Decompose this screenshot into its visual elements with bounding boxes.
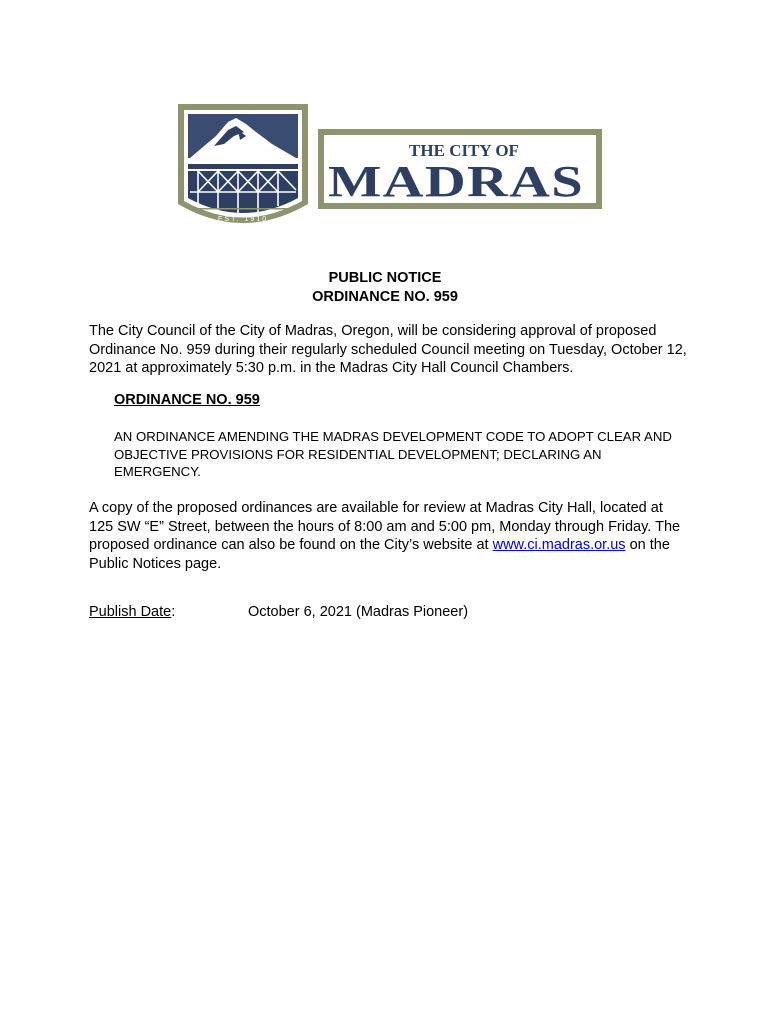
intro-paragraph: The City Council of the City of Madras, Oregon, will be considering approval of proposed Ordinance No. 959 during their regularly scheduled Council meeting on Tuesday, October 12, 2021 at approximately 5:30 p.m. in the Madras City Hall Council Chambers. <box>89 323 687 376</box>
copy-text-after: on the Public Notices page. <box>89 537 670 572</box>
logo-line2: MADRAS <box>328 157 584 206</box>
notice-heading: PUBLIC NOTICE <box>328 270 442 286</box>
logo-line1: THE CITY OF <box>409 141 519 160</box>
ordinance-heading: ORDINANCE NO. 959 <box>312 289 458 305</box>
city-seal-icon <box>178 104 308 223</box>
publish-date-label <box>89 604 175 620</box>
publish-label-text: Publish Date <box>89 604 172 620</box>
publish-label-colon: : <box>171 604 176 620</box>
publish-date-value: October 6, 2021 (Madras Pioneer) <box>248 604 469 620</box>
city-of-madras-logo <box>176 100 606 240</box>
copy-availability-paragraph <box>89 499 689 573</box>
copy-text-before: A copy of the proposed ordinances are available for review at Madras City Hall, located at 125 SW “E” Street, between the hours of 8:00 am and 5:00 pm, Monday through Friday. The proposed ordinance can also be found on the City’s website at <box>89 500 681 553</box>
ordinance-title: ORDINANCE NO. 959 <box>114 392 260 408</box>
established-text: EST. 1910 <box>217 216 269 223</box>
ordinance-description: AN ORDINANCE AMENDING THE MADRAS DEVELOPMENT CODE TO ADOPT CLEAR AND OBJECTIVE PROVISIONS FOR RESIDENTIAL DEVELOPMENT; DECLARING AN EMERGENCY. <box>114 429 672 479</box>
website-link[interactable]: www.ci.madras.or.us <box>492 537 626 553</box>
